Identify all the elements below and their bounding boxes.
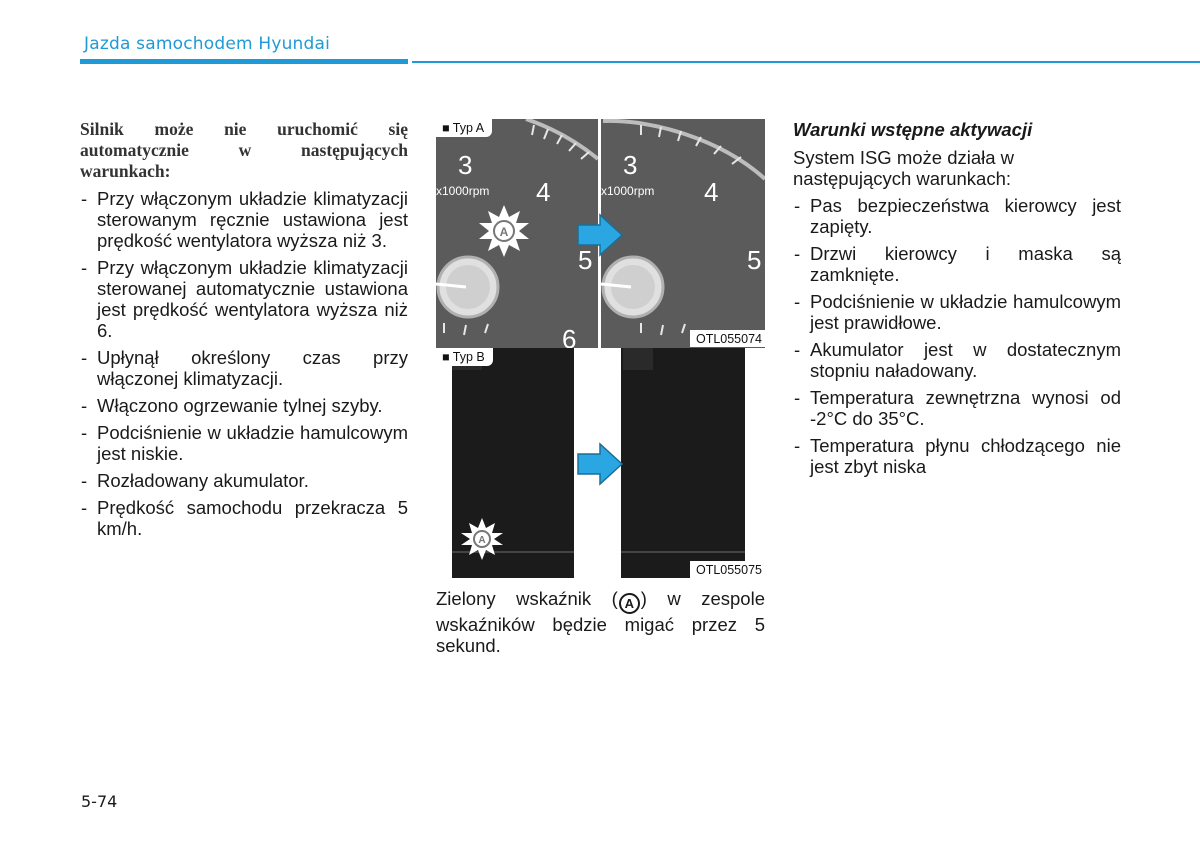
list-item: - Podciśnienie w układzie hamulcowym jest niskie. [80, 422, 408, 464]
list-item: - Akumulator jest w dostatecznym stopniu naładowany. [793, 339, 1121, 381]
header-rule-thick [80, 59, 408, 64]
figure-b-code: OTL055075 [690, 561, 765, 578]
svg-text:A: A [499, 225, 509, 239]
gauge-number: 6 [562, 324, 577, 348]
figure-a-label: ■ Typ A [436, 119, 492, 137]
section-title: Jazda samochodem Hyundai [84, 34, 331, 54]
figure-b-label: ■ Typ B [436, 348, 493, 366]
gauge-number: 4 [704, 177, 719, 207]
header-rule-thin [412, 61, 1200, 63]
list-item: - Upłynął określony czas przy włączonej klimatyzacji. [80, 347, 408, 389]
gauge-number: 4 [536, 177, 551, 207]
isg-auto-stop-icon: A [619, 593, 640, 614]
left-condition-list [80, 188, 408, 539]
right-heading: Warunki wstępne aktywacji [793, 119, 1033, 140]
left-heading: Silnik może nie uruchomić się automatycznie w następujących warunkach: [80, 119, 408, 181]
gauge-number: 3 [623, 150, 638, 180]
figure-type-a [436, 119, 765, 348]
list-item: - Drzwi kierowcy i maska są zamknięte. [793, 243, 1121, 285]
gauge-number: 5 [747, 245, 762, 275]
rpm-unit-label: x1000rpm [436, 184, 490, 198]
cluster-display-before-image [436, 348, 598, 578]
gauge-number: 5 [578, 245, 593, 275]
list-item: - Przy włączonym układzie klimatyzacji sterowanej automatycznie ustawiona jest prędkość wentylatora wyższa niż 6. [80, 257, 408, 341]
page-number: 5-74 [81, 792, 118, 811]
rpm-unit-label: x1000rpm [601, 184, 655, 198]
left-column [80, 119, 408, 545]
right-intro: System ISG może działa w następujących warunkach: [793, 147, 1015, 189]
figure-type-b [436, 348, 765, 578]
list-item: - Temperatura płynu chłodzącego nie jest zbyt niska [793, 435, 1121, 477]
tachometer-before-image [436, 119, 598, 348]
figure-a-code: OTL055074 [690, 330, 765, 347]
gauge-panel-before [436, 119, 598, 348]
list-item: - Podciśnienie w układzie hamulcowym jest prawidłowe. [793, 291, 1121, 333]
isg-indicator-flash-icon [479, 205, 529, 257]
figure-caption [436, 588, 765, 656]
svg-text:A: A [478, 535, 486, 546]
arrow-right-icon [576, 213, 626, 257]
arrow-right-icon [576, 442, 626, 486]
list-item: - Włączono ogrzewanie tylnej szyby. [80, 395, 408, 416]
list-item: - Pas bezpieczeństwa kierowcy jest zapięty. [793, 195, 1121, 237]
list-item: - Rozładowany akumulator. [80, 470, 408, 491]
right-condition-list [793, 195, 1121, 477]
list-item: - Przy włączonym układzie klimatyzacji sterowanym ręcznie ustawiona jest prędkość wentylatora wyższa niż 3. [80, 188, 408, 251]
caption-text: ) w zespole wskaźników będzie migać przez 5 sekund. [436, 588, 765, 656]
caption-text: Zielony wskaźnik ( [436, 588, 618, 609]
gauge-number: 3 [458, 150, 473, 180]
list-item: - Temperatura zewnętrzna wynosi od -2°C do 35°C. [793, 387, 1121, 429]
display-panel-before [436, 348, 598, 578]
list-item: - Prędkość samochodu przekracza 5 km/h. [80, 497, 408, 539]
right-column [793, 119, 1121, 483]
